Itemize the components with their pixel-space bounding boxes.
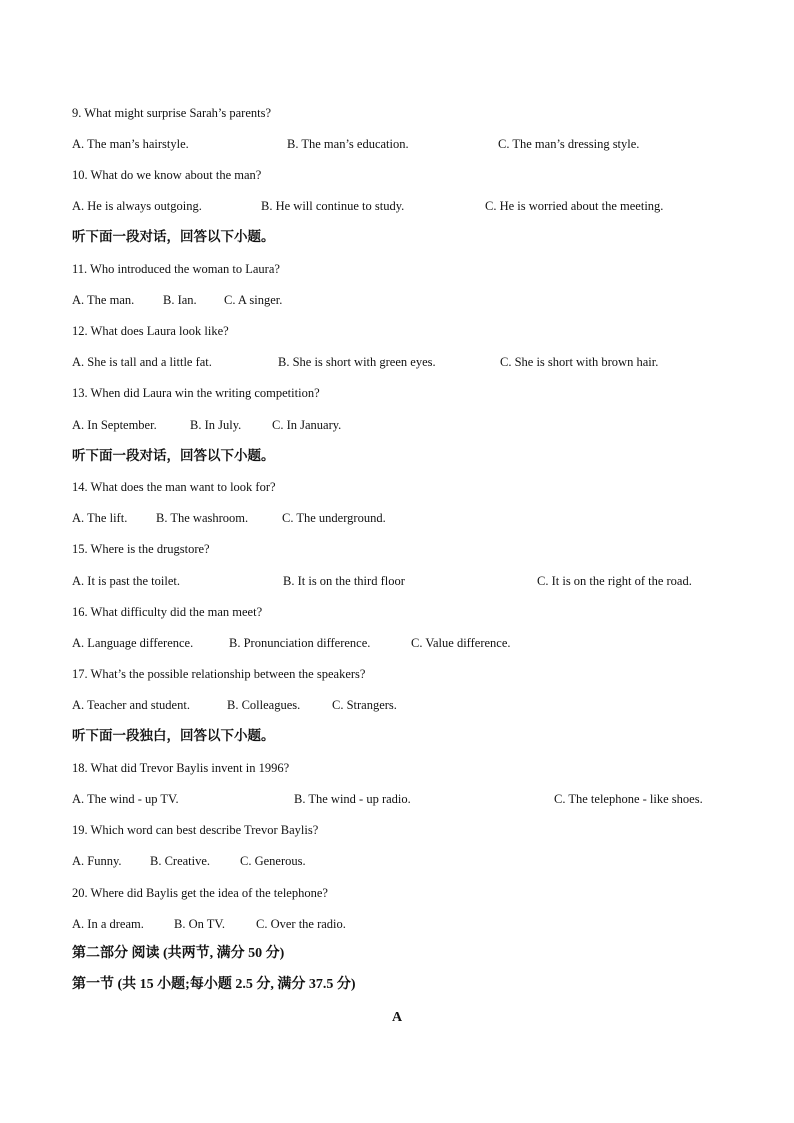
passage-label: A: [391, 1010, 403, 1025]
option-13c: C. In January.: [272, 418, 342, 432]
option-17a: A. Teacher and student.: [72, 698, 190, 712]
option-14a: A. The lift.: [72, 511, 128, 525]
option-19b: B. Creative.: [150, 854, 211, 868]
option-11c: C. A singer.: [224, 293, 283, 307]
option-18c: C. The telephone - like shoes.: [554, 792, 703, 806]
option-16a: A. Language difference.: [72, 636, 194, 650]
option-20c: C. Over the radio.: [256, 917, 346, 931]
option-9a: A. The man’s hairstyle.: [72, 137, 189, 151]
section-heading-monologue: 听下面一段独白，回答以下小题。: [72, 728, 275, 743]
question-17: 17. What’s the possible relationship between the speakers?: [72, 667, 366, 681]
option-9b: B. The man’s education.: [287, 137, 409, 151]
option-13b: B. In July.: [190, 418, 242, 432]
option-14b: B. The washroom.: [156, 511, 249, 525]
option-17c: C. Strangers.: [332, 698, 397, 712]
section-title: 第一节 (共 15 小题;每小题 2.5 分, 满分 37.5 分): [72, 977, 356, 992]
question-16: 16. What difficulty did the man meet?: [72, 605, 263, 619]
option-18b: B. The wind - up radio.: [294, 792, 411, 806]
question-15: 15. Where is the drugstore?: [72, 542, 210, 556]
option-9c: C. The man’s dressing style.: [498, 137, 640, 151]
option-12a: A. She is tall and a little fat.: [72, 355, 212, 369]
question-14: 14. What does the man want to look for?: [72, 480, 276, 494]
option-12c: C. She is short with brown hair.: [500, 355, 659, 369]
option-17b: B. Colleagues.: [227, 698, 301, 712]
question-12: 12. What does Laura look like?: [72, 324, 229, 338]
option-20a: A. In a dream.: [72, 917, 144, 931]
option-16b: B. Pronunciation difference.: [229, 636, 371, 650]
question-11: 11. Who introduced the woman to Laura?: [72, 262, 280, 276]
option-11a: A. The man.: [72, 293, 135, 307]
question-10: 10. What do we know about the man?: [72, 168, 262, 182]
option-15a: A. It is past the toilet.: [72, 574, 180, 588]
option-19c: C. Generous.: [240, 854, 306, 868]
option-18a: A. The wind - up TV.: [72, 792, 179, 806]
question-20: 20. Where did Baylis get the idea of the telephone?: [72, 886, 328, 900]
question-9: 9. What might surprise Sarah’s parents?: [72, 106, 272, 120]
part-title: 第二部分 阅读 (共两节, 满分 50 分): [72, 946, 285, 961]
option-10b: B. He will continue to study.: [261, 199, 405, 213]
question-18: 18. What did Trevor Baylis invent in 1996?: [72, 761, 290, 775]
option-16c: C. Value difference.: [411, 636, 511, 650]
option-14c: C. The underground.: [282, 511, 386, 525]
option-11b: B. Ian.: [163, 293, 197, 307]
option-10a: A. He is always outgoing.: [72, 199, 202, 213]
option-19a: A. Funny.: [72, 854, 122, 868]
option-13a: A. In September.: [72, 418, 157, 432]
option-15b: B. It is on the third floor: [283, 574, 405, 588]
option-10c: C. He is worried about the meeting.: [485, 199, 664, 213]
section-heading-dialogue: 听下面一段对话，回答以下小题。: [72, 229, 275, 244]
question-13: 13. When did Laura win the writing competition?: [72, 386, 320, 400]
section-heading-dialogue: 听下面一段对话，回答以下小题。: [72, 448, 275, 463]
option-20b: B. On TV.: [174, 917, 225, 931]
option-12b: B. She is short with green eyes.: [278, 355, 436, 369]
question-19: 19. Which word can best describe Trevor Baylis?: [72, 823, 319, 837]
option-15c: C. It is on the right of the road.: [537, 574, 692, 588]
